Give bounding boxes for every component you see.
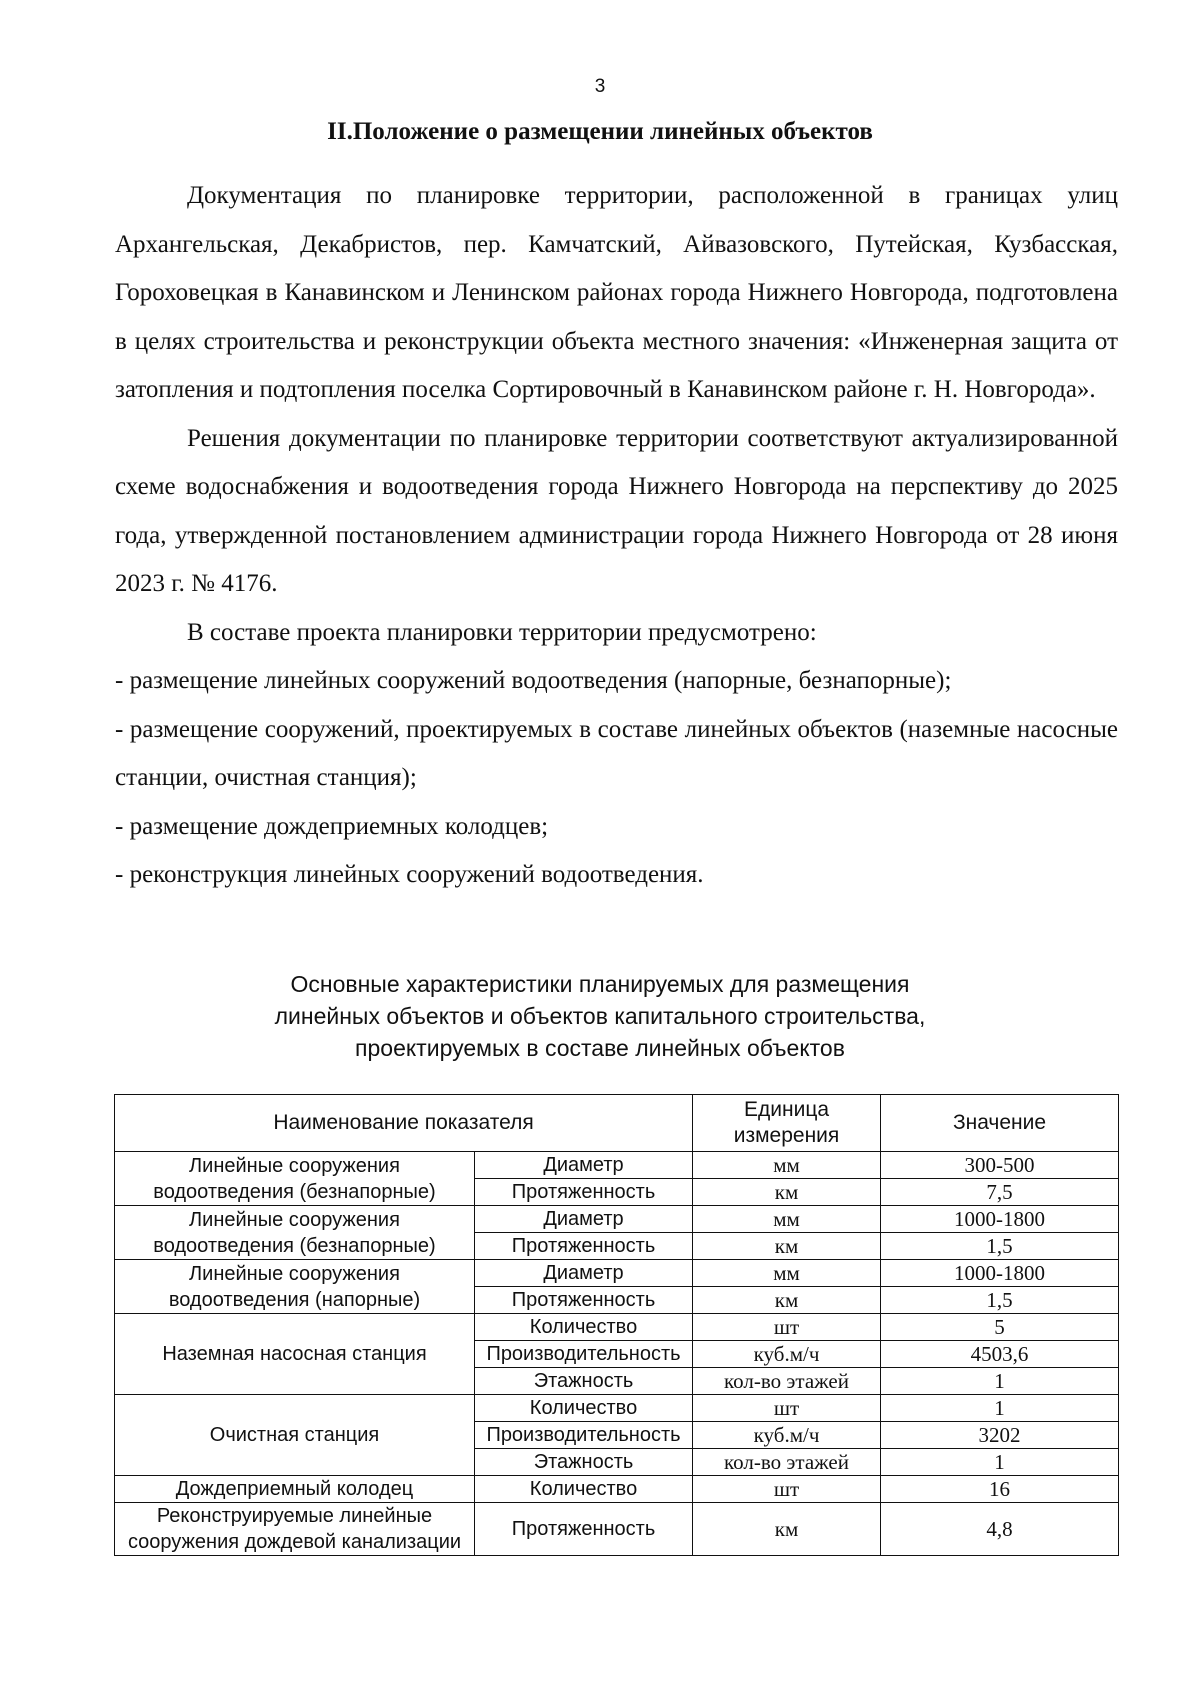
list-item-sewer-lines: - размещение линейных сооружений водоотведения (напорные, безнапорные); bbox=[115, 667, 952, 694]
value-cell: 1,5 bbox=[881, 1233, 1119, 1260]
param-cell: Производительность bbox=[475, 1422, 693, 1449]
unit-cell: км bbox=[693, 1503, 881, 1556]
value-cell: 1 bbox=[881, 1449, 1119, 1476]
table-row bbox=[115, 1395, 1119, 1422]
unit-cell: мм bbox=[693, 1260, 881, 1287]
unit-cell: шт bbox=[693, 1395, 881, 1422]
param-cell: Диаметр bbox=[475, 1206, 693, 1233]
value-cell: 4,8 bbox=[881, 1503, 1119, 1556]
group-name-cell: Дождеприемный колодец bbox=[115, 1476, 475, 1503]
table-row bbox=[115, 1314, 1119, 1341]
value-cell: 5 bbox=[881, 1314, 1119, 1341]
param-cell: Этажность bbox=[475, 1368, 693, 1395]
unit-cell: км bbox=[693, 1233, 881, 1260]
unit-cell: кол-во этажей bbox=[693, 1449, 881, 1476]
group-name-cell: Реконструируемые линейные сооружения дождевой канализации bbox=[115, 1503, 475, 1556]
value-cell: 1 bbox=[881, 1395, 1119, 1422]
value-cell: 16 bbox=[881, 1476, 1119, 1503]
unit-cell: кол-во этажей bbox=[693, 1368, 881, 1395]
group-name-cell: Линейные сооружения водоотведения (напорные) bbox=[115, 1260, 475, 1314]
table-caption-line: Основные характеристики планируемых для размещения bbox=[290, 971, 910, 997]
table-row bbox=[115, 1260, 1119, 1287]
value-cell: 4503,6 bbox=[881, 1341, 1119, 1368]
param-cell: Диаметр bbox=[475, 1260, 693, 1287]
header-unit: Единица измерения bbox=[693, 1095, 881, 1152]
table-caption-line: проектируемых в составе линейных объектов bbox=[355, 1035, 845, 1061]
table-row bbox=[115, 1476, 1119, 1503]
param-cell: Протяженность bbox=[475, 1503, 693, 1556]
table-caption bbox=[0, 968, 1200, 1064]
param-cell: Диаметр bbox=[475, 1152, 693, 1179]
value-cell: 3202 bbox=[881, 1422, 1119, 1449]
param-cell: Количество bbox=[475, 1395, 693, 1422]
value-cell: 1000-1800 bbox=[881, 1206, 1119, 1233]
value-cell: 7,5 bbox=[881, 1179, 1119, 1206]
unit-cell: км bbox=[693, 1287, 881, 1314]
value-cell: 300-500 bbox=[881, 1152, 1119, 1179]
list-item-storm-wells: - размещение дождеприемных колодцев; bbox=[115, 812, 549, 840]
list-item-reconstruction: - реконструкция линейных сооружений водоотведения. bbox=[115, 861, 704, 888]
param-cell: Протяженность bbox=[475, 1179, 693, 1206]
body-text bbox=[115, 172, 1118, 900]
table-header-row bbox=[115, 1095, 1119, 1152]
unit-cell: мм bbox=[693, 1152, 881, 1179]
section-heading: II.Положение о размещении линейных объектов bbox=[327, 118, 873, 145]
table-row bbox=[115, 1206, 1119, 1233]
param-cell: Количество bbox=[475, 1476, 693, 1503]
table-caption-line: линейных объектов и объектов капитального строительства, bbox=[274, 1003, 926, 1029]
value-cell: 1 bbox=[881, 1368, 1119, 1395]
table-row bbox=[115, 1503, 1119, 1556]
unit-cell: шт bbox=[693, 1314, 881, 1341]
group-name-cell: Очистная станция bbox=[115, 1395, 475, 1476]
header-value: Значение bbox=[881, 1095, 1119, 1152]
unit-cell: куб.м/ч bbox=[693, 1422, 881, 1449]
unit-cell: куб.м/ч bbox=[693, 1341, 881, 1368]
list-item-structures: - размещение сооружений, проектируемых в составе линейных объектов (наземные насосные станции, очистная станция); bbox=[115, 715, 1118, 791]
unit-cell: мм bbox=[693, 1206, 881, 1233]
paragraph-project-scope: В составе проекта планировки территории предусмотрено: bbox=[187, 618, 817, 646]
unit-cell: шт bbox=[693, 1476, 881, 1503]
value-cell: 1000-1800 bbox=[881, 1260, 1119, 1287]
characteristics-table bbox=[114, 1094, 1119, 1556]
group-name-cell: Линейные сооружения водоотведения (безнапорные) bbox=[115, 1206, 475, 1260]
unit-cell: км bbox=[693, 1179, 881, 1206]
param-cell: Количество bbox=[475, 1314, 693, 1341]
page-number: 3 bbox=[594, 76, 606, 97]
value-cell: 1,5 bbox=[881, 1287, 1119, 1314]
param-cell: Производительность bbox=[475, 1341, 693, 1368]
paragraph-documentation-purpose: Документация по планировке территории, расположенной в границах улиц Архангельская, Декабристов, пер. Камчатский, Айвазовского, Путейская, Кузбасская, Гороховецкая в Канавинском и Ленинском районах города Нижнего Новгорода, подготовлена в целях строительства и реконструкции объекта местного значения: «Инженерная защита от затопления и подтопления поселка Сортировочный в Канавинском районе г. Н. Новгорода». bbox=[115, 182, 1118, 403]
paragraph-compliance: Решения документации по планировке территории соответствуют актуализированной схеме водоснабжения и водоотведения города Нижнего Новгорода на перспективу до 2025 года, утвержденной постановлением администрации города Нижнего Новгорода от 28 июня 2023 г. № 4176. bbox=[115, 424, 1118, 597]
table-row bbox=[115, 1152, 1119, 1179]
group-name-cell: Линейные сооружения водоотведения (безнапорные) bbox=[115, 1152, 475, 1206]
param-cell: Этажность bbox=[475, 1449, 693, 1476]
param-cell: Протяженность bbox=[475, 1233, 693, 1260]
header-indicator-name: Наименование показателя bbox=[115, 1095, 693, 1152]
group-name-cell: Наземная насосная станция bbox=[115, 1314, 475, 1395]
param-cell: Протяженность bbox=[475, 1287, 693, 1314]
